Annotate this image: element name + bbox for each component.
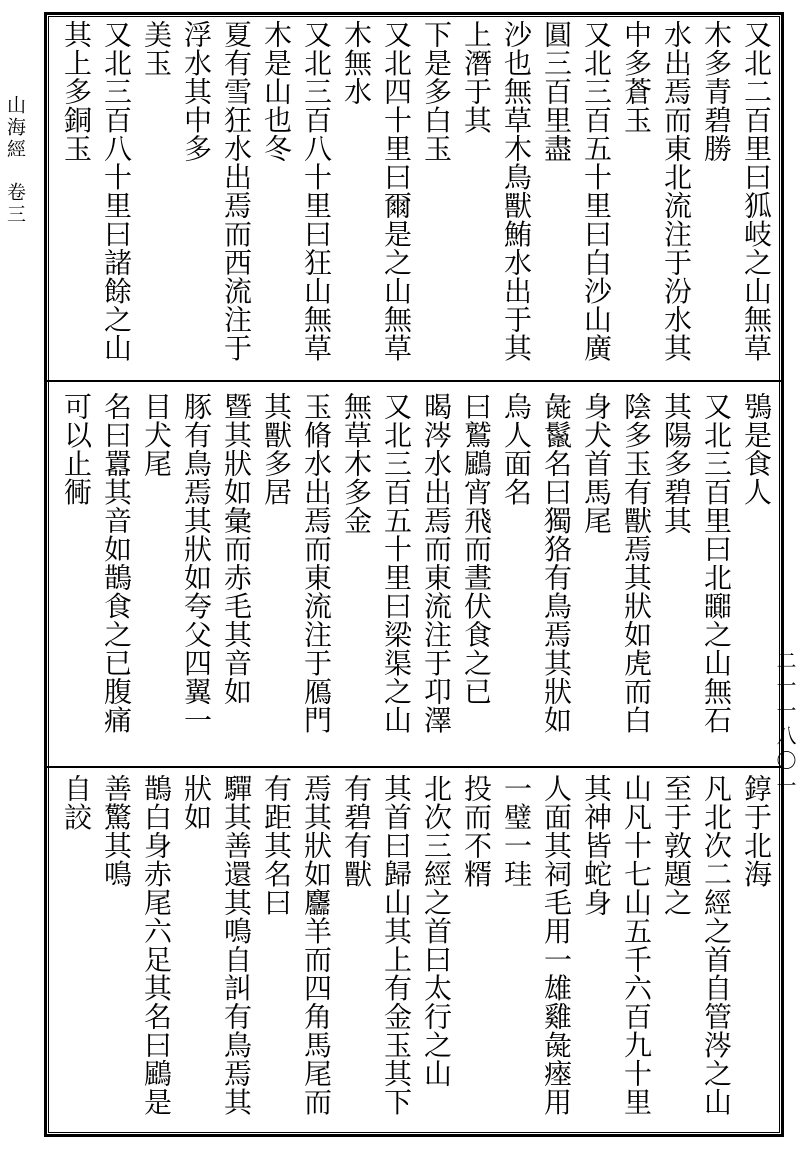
text-column-line: 暍涔水出焉而東流注于卭澤 — [420, 392, 453, 734]
band-text-column — [56, 20, 776, 372]
text-column-line: 焉其狀如麢羊而四角馬尾而有距其名曰 — [260, 774, 333, 1116]
text-column-line: 錞于北海 — [740, 774, 773, 888]
text-column-line: 其首曰歸山其上有金玉其下有碧有獸 — [340, 774, 413, 1116]
text-band-middle — [56, 392, 776, 759]
page-number: 二一一八〇一 — [773, 650, 797, 800]
text-column-line: 自詨 — [60, 774, 93, 831]
text-column-line: 水出焉而東北流注于汾水其中多蒼玉 — [620, 20, 693, 362]
text-column-line: 美玉 — [140, 20, 173, 77]
text-column-line: 北次三經之首曰太行之山 — [420, 774, 453, 1088]
text-column-line: 又北二百里曰狐岐之山無草木多青碧勝 — [700, 20, 773, 362]
band-text-column — [56, 392, 776, 759]
text-band-bottom — [56, 774, 776, 1134]
text-column-line: 鴞是食人 — [740, 392, 773, 506]
band-divider-2 — [44, 766, 784, 768]
text-column-line: 凡北次二經之首自管涔之山至于敦題之 — [660, 774, 733, 1116]
band-text-column — [56, 774, 776, 1134]
text-column-line: 又北三百五十里曰梁渠之山無草木多金 — [340, 392, 413, 734]
text-column-line: 鵲白身赤尾六足其名曰鶌是善驚其鳴 — [100, 774, 173, 1116]
text-band-top — [56, 20, 776, 372]
text-column-line: 豚有鳥焉其狀如夸父四翼一目犬尾 — [140, 392, 213, 734]
text-column-line: 又北四十里曰爾是之山無草木無水 — [340, 20, 413, 362]
text-column-line: 沙也無草木鳥獸鮪水出于其上潛于其 — [460, 20, 533, 362]
text-column-line: 又北三百八十里曰諸餘之山其上多銅玉 — [60, 20, 133, 362]
text-column-line: 投而不糈 — [460, 774, 493, 888]
text-column-line: 暨其狀如彙而赤毛其音如 — [220, 392, 253, 706]
text-column-line: 曰鷲鶌宵飛而晝伏食之已 — [460, 392, 493, 706]
text-column-line: 驒其善還其鳴自訆有鳥焉其狀如 — [180, 774, 253, 1116]
margin-header — [4, 95, 26, 226]
text-column-line: 陰多玉有獸焉其狀如虎而白身犬首馬尾 — [580, 392, 653, 734]
text-column-line: 又北三百五十里曰白沙山廣圓三百里盡 — [540, 20, 613, 362]
text-column-line: 彘鬣名曰獨狢有鳥焉其狀如烏人面名 — [500, 392, 573, 734]
text-column-line: 又北三百八十里曰狂山無草木是山也冬 — [260, 20, 333, 362]
text-column-line: 又北三百里曰北嚻之山無石其陽多碧其 — [660, 392, 733, 734]
text-column-line: 名曰囂其音如鵲食之已腹痛可以止衕 — [60, 392, 133, 734]
band-divider-1 — [44, 380, 784, 382]
text-column-line: 山凡十七山五千六百九十里其神皆蛇身 — [580, 774, 653, 1116]
text-column-line: 人面其祠毛用一雄雞彘瘞用一璧一珪 — [500, 774, 573, 1116]
volume-label: 卷三 — [4, 182, 26, 227]
text-column-line: 夏有雪狂水出焉而西流注于浮水其中多 — [180, 20, 253, 362]
book-title: 山海經 — [4, 95, 26, 161]
text-column-line: 下是多白玉 — [420, 20, 453, 163]
text-column-line: 玉脩水出焉而東流注于鴈門其獸多居 — [260, 392, 333, 734]
